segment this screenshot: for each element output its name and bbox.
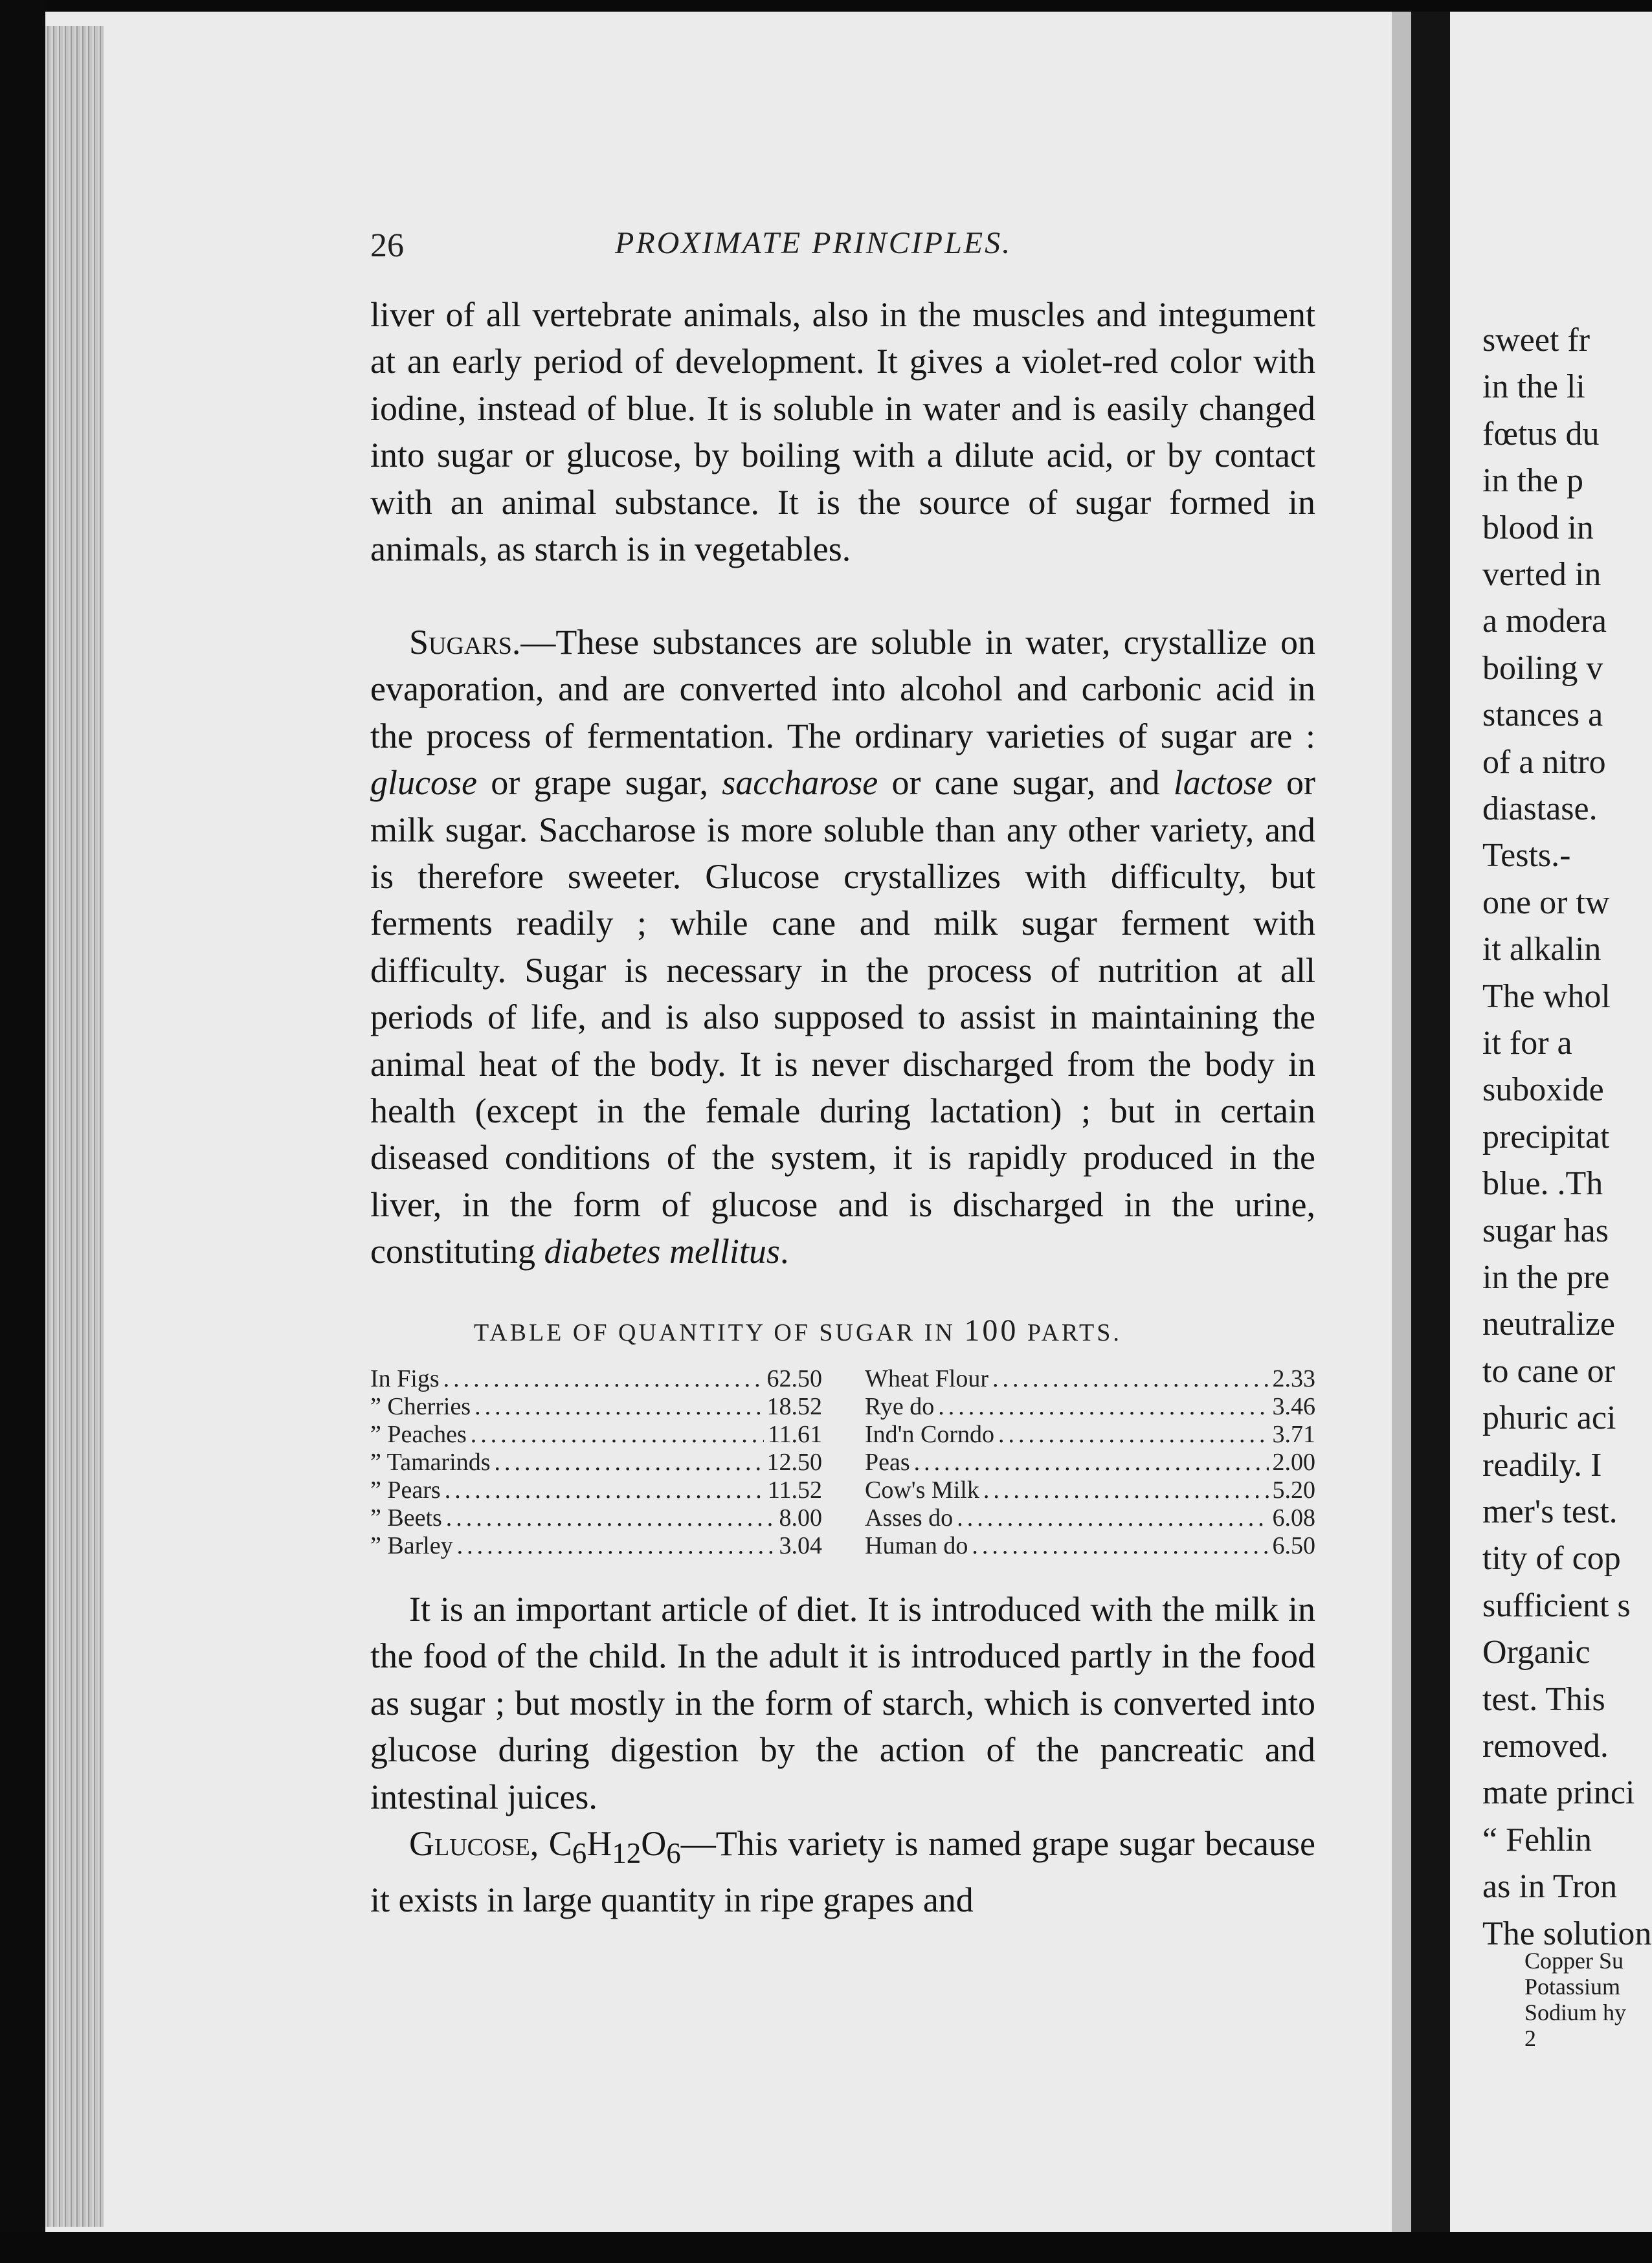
- table-cell-value: 6.50: [1272, 1532, 1315, 1559]
- page-number: 26: [370, 227, 404, 264]
- page-edges: [45, 26, 104, 2227]
- table-cell-value: 8.00: [779, 1504, 822, 1532]
- table-cell-food: ” Barley: [370, 1532, 453, 1559]
- dot-leader: [938, 1392, 1268, 1421]
- facing-page-line: Organic: [1482, 1634, 1591, 1671]
- table-row: [370, 1365, 822, 1392]
- table-row: [865, 1448, 1315, 1476]
- dot-leader: [471, 1420, 764, 1449]
- table-cell-food: In Figs: [370, 1365, 440, 1392]
- table-cell-value: 18.52: [766, 1393, 822, 1420]
- dot-leader: [445, 1476, 764, 1504]
- table-cell-value: 5.20: [1272, 1477, 1315, 1504]
- dot-leader: [972, 1532, 1268, 1560]
- facing-page-formula-line: Potassium: [1524, 1974, 1621, 2000]
- facing-page-line: one or tw: [1482, 884, 1610, 921]
- table-row: [370, 1476, 822, 1504]
- table-cell-value: 3.04: [779, 1532, 822, 1559]
- table-cell-food: Cow's Milk: [865, 1477, 979, 1504]
- facing-page-line: readily. I: [1482, 1446, 1602, 1484]
- facing-page-line: The whol: [1482, 977, 1611, 1015]
- paragraph-glycogen: [370, 291, 1315, 572]
- facing-page-line: fœtus du: [1482, 415, 1600, 452]
- facing-page-line: of a nitro: [1482, 743, 1606, 781]
- facing-page-formula-line: Sodium hy: [1524, 2000, 1627, 2025]
- dot-leader: [992, 1365, 1268, 1393]
- facing-page-line: stances a: [1482, 697, 1603, 734]
- table-cell-value: 3.46: [1272, 1393, 1315, 1420]
- facing-page-line: a modera: [1482, 603, 1607, 640]
- sugar-table-right-column: [865, 1365, 1315, 1559]
- facing-page-line: as in Tron: [1482, 1868, 1618, 1906]
- table-row: [865, 1504, 1315, 1532]
- facing-page-formula-line: 2: [1524, 2025, 1536, 2051]
- facing-page-line: sweet fr: [1482, 322, 1591, 359]
- facing-page: [1450, 12, 1652, 2232]
- dot-leader: [474, 1392, 763, 1421]
- table-row: [370, 1420, 822, 1448]
- dot-leader: [457, 1532, 776, 1560]
- table-cell-food: Wheat Flour: [865, 1365, 989, 1392]
- table-row: [865, 1476, 1315, 1504]
- facing-page-formula-line: Copper Su: [1524, 1948, 1624, 1974]
- facing-page-line: boiling v: [1482, 649, 1603, 687]
- table-cell-food: ” Tamarinds: [370, 1449, 491, 1476]
- table-cell-food: ” Pears: [370, 1477, 441, 1504]
- facing-page-line: mate princi: [1482, 1774, 1635, 1812]
- facing-page-line: verted in: [1482, 556, 1602, 593]
- table-cell-food: Asses do: [865, 1504, 954, 1532]
- table-row: [865, 1532, 1315, 1559]
- paragraph-text: liver of all vertebrate animals, also in the muscles and integument at an early period of development. It gives a violet-red color with iodine, instead of blue. It is soluble in water and is easily changed into sugar or glucose, by boiling with a dilute acid, or by contact with an animal substance. It is the source of sugar formed in animals, as starch is in vegetables.: [370, 295, 1315, 569]
- facing-page-line: to cane or: [1482, 1352, 1616, 1390]
- facing-page-line: diastase.: [1482, 790, 1598, 827]
- table-cell-food: Rye do: [865, 1393, 935, 1420]
- dot-leader: [443, 1365, 763, 1393]
- table-cell-food: Ind'n Corndo: [865, 1421, 995, 1448]
- gutter-shadow: [1392, 12, 1411, 2232]
- facing-page-line: suboxide: [1482, 1071, 1604, 1109]
- paragraph-diet: [370, 1586, 1315, 1924]
- facing-page-line: neutralize: [1482, 1306, 1615, 1343]
- term-saccharose: saccharose: [722, 763, 878, 803]
- table-row: [370, 1532, 822, 1559]
- facing-page-line: phuric aci: [1482, 1399, 1616, 1437]
- facing-page-line: Tests.-: [1482, 837, 1571, 875]
- facing-page-line: in the pre: [1482, 1259, 1610, 1296]
- table-cell-food: Peas: [865, 1449, 910, 1476]
- table-row: [865, 1392, 1315, 1420]
- table-cell-value: 11.52: [767, 1477, 822, 1504]
- facing-page-line: it for a: [1482, 1025, 1572, 1062]
- sugar-table-left-column: [370, 1365, 822, 1559]
- table-row: [370, 1448, 822, 1476]
- table-cell-food: ” Beets: [370, 1504, 442, 1532]
- table-row: [865, 1420, 1315, 1448]
- table-cell-value: 2.00: [1272, 1449, 1315, 1476]
- facing-page-line: in the p: [1482, 462, 1583, 500]
- facing-page-line: “ Fehlin: [1482, 1821, 1592, 1858]
- table-row: [370, 1504, 822, 1532]
- table-title: TABLE OF QUANTITY OF SUGAR IN 100 PARTS.: [474, 1313, 1122, 1348]
- facing-page-line: blue. .Th: [1482, 1165, 1603, 1203]
- facing-page-line: blood in: [1482, 509, 1594, 546]
- dot-leader: [914, 1448, 1269, 1477]
- facing-page-line: tity of cop: [1482, 1540, 1621, 1577]
- table-cell-value: 2.33: [1272, 1365, 1315, 1392]
- table-cell-value: 3.71: [1272, 1421, 1315, 1448]
- book-spine: [1411, 12, 1450, 2232]
- table-cell-food: ” Peaches: [370, 1421, 467, 1448]
- table-cell-value: 12.50: [766, 1449, 822, 1476]
- facing-page-line: The solution: [1482, 1915, 1652, 1952]
- paragraph-sugars: Sugars.—These substances are soluble in water, crystallize on evaporation, and are converted into alcohol and carbonic acid in the process of fermentation. The ordinary varieties of sugar are : glucose or grape sugar, saccharose or cane sugar, and lactose or milk sugar. Saccharose is more soluble than any other variety, and is therefore sweeter. Glucose crystallizes with difficulty, but ferments readily ; while cane and milk sugar ferment with difficulty. Sugar is necessary in the process of nutrition at all periods of life, and is also supposed to assist in maintaining the animal heat of the body. It is never discharged from the body in health (except in the female during lactation) ; but in certain diseased conditions of the system, it is rapidly produced in the liver, in the form of glucose and is discharged in the urine, constituting diabetes mellitus.: [370, 623, 1316, 1271]
- table-cell-food: Human do: [865, 1532, 968, 1559]
- table-cell-value: 62.50: [766, 1365, 822, 1392]
- table-cell-food: ” Cherries: [370, 1393, 471, 1420]
- dot-leader: [446, 1504, 776, 1532]
- dot-leader: [495, 1448, 763, 1477]
- scan-border-bottom: [0, 2232, 1652, 2263]
- paragraph-text: It is an important article of diet. It is introduced with the milk in the food of the child. In the adult it is introduced partly in the food as sugar ; but mostly in the form of starch, which is converted into glucose during digestion by the action of the pancreatic and intestinal juices.: [370, 1590, 1315, 1816]
- facing-page-line: sufficient s: [1482, 1587, 1631, 1624]
- section-head-glucose: Glucose: [409, 1824, 530, 1864]
- facing-page-line: test. This: [1482, 1680, 1605, 1718]
- dot-leader: [998, 1420, 1268, 1449]
- facing-page-line: mer's test.: [1482, 1493, 1618, 1530]
- running-head: PROXIMATE PRINCIPLES.: [615, 226, 1012, 260]
- dot-leader: [957, 1504, 1268, 1532]
- term-diabetes-mellitus: diabetes mellitus: [544, 1232, 780, 1271]
- facing-page-line: removed.: [1482, 1728, 1609, 1765]
- facing-page-line: sugar has: [1482, 1212, 1609, 1249]
- table-cell-value: 11.61: [767, 1421, 822, 1448]
- dot-leader: [983, 1476, 1269, 1504]
- table-row: [370, 1392, 822, 1420]
- term-glucose: glucose: [370, 763, 477, 803]
- scan-border-left: [0, 0, 45, 2263]
- table-row: [865, 1365, 1315, 1392]
- facing-page-line: it alkalin: [1482, 931, 1602, 968]
- table-cell-value: 6.08: [1272, 1504, 1315, 1532]
- section-head-sugars: Sugars.: [409, 623, 521, 662]
- term-lactose: lactose: [1173, 763, 1273, 803]
- facing-page-line: precipitat: [1482, 1118, 1610, 1155]
- facing-page-line: in the li: [1482, 368, 1585, 406]
- paragraph-glucose: Glucose, $C_6H_{12}O_6—This$ variety is named grape sugar because it exists in large quantity in ripe grapes and: [370, 1824, 1315, 1920]
